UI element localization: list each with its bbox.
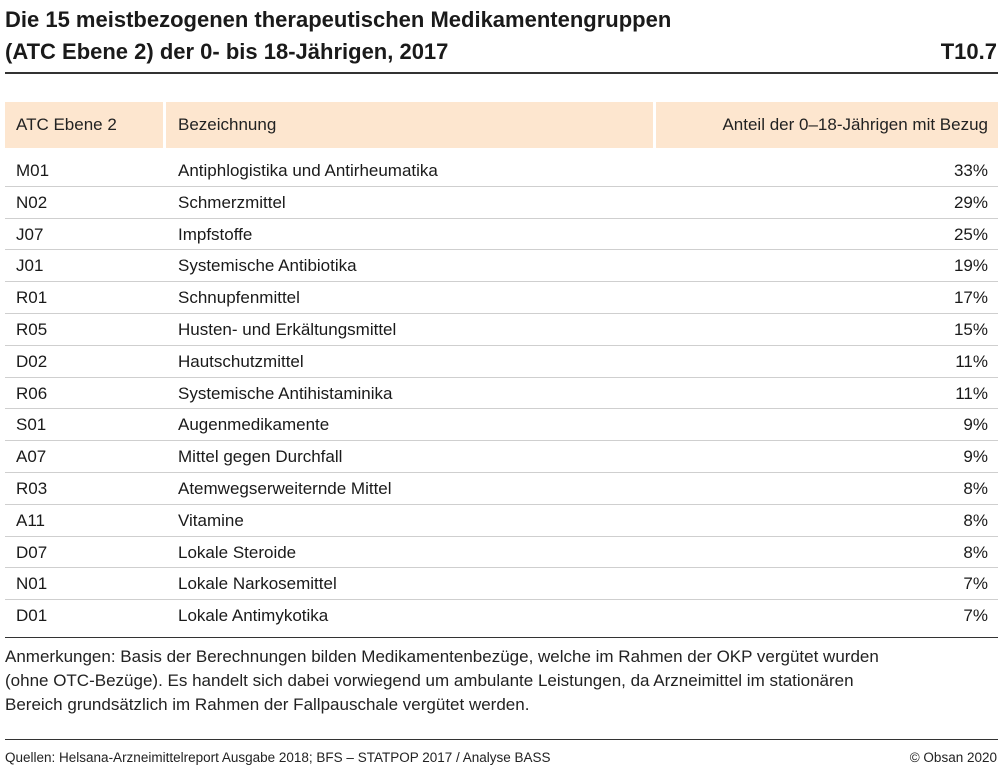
- table-row: [5, 441, 998, 473]
- cell-share: 8%: [963, 478, 988, 498]
- notes-line-1: Anmerkungen: Basis der Berechnungen bilden Medikamentenbezüge, welche im Rahmen der OKP vergütet wurden: [5, 647, 879, 666]
- cell-name: Hautschutzmittel: [178, 351, 304, 371]
- cell-code: R05: [16, 319, 48, 339]
- table-row: [5, 568, 998, 600]
- cell-code: J07: [16, 224, 44, 244]
- table-id: T10.7: [940, 39, 997, 64]
- cell-code: A11: [16, 510, 45, 530]
- cell-name: Impfstoffe: [178, 224, 253, 244]
- table-body: [5, 155, 998, 632]
- source-divider: [5, 739, 998, 740]
- notes-line-2: (ohne OTC-Bezüge). Es handelt sich dabei vorwiegend um ambulante Leistungen, da Arzneimittel im stationären: [5, 671, 854, 690]
- cell-name: Systemische Antihistaminika: [178, 383, 393, 403]
- table-row: [5, 314, 998, 346]
- table-notes: [5, 645, 995, 717]
- title-divider: [5, 72, 998, 74]
- table-row: [5, 473, 998, 505]
- cell-share: 7%: [963, 574, 988, 594]
- cell-name: Lokale Steroide: [178, 542, 297, 562]
- cell-share: 8%: [963, 542, 988, 562]
- cell-name: Atemwegserweiternde Mittel: [178, 478, 392, 498]
- cell-name: Lokale Antimykotika: [178, 606, 329, 626]
- cell-share: 11%: [955, 383, 988, 403]
- cell-name: Antiphlogistika und Antirheumatika: [178, 161, 438, 180]
- table-row: [5, 505, 998, 537]
- cell-share: 9%: [963, 415, 988, 435]
- cell-name: Lokale Narkosemittel: [178, 574, 337, 594]
- cell-code: R03: [16, 478, 48, 498]
- cell-share: 7%: [963, 606, 988, 626]
- notes-line-3: Bereich grundsätzlich im Rahmen der Fallpauschale vergütet werden.: [5, 695, 530, 714]
- cell-share: 15%: [953, 319, 988, 339]
- table-row: [5, 219, 998, 251]
- cell-name: Schmerzmittel: [178, 192, 286, 212]
- cell-code: N02: [16, 192, 48, 212]
- cell-name: Systemische Antibiotika: [178, 256, 357, 276]
- cell-code: D01: [16, 606, 48, 626]
- cell-code: N01: [16, 574, 48, 594]
- cell-name: Husten- und Erkältungsmittel: [178, 319, 397, 339]
- cell-share: 8%: [963, 510, 988, 530]
- cell-share: 11%: [955, 351, 988, 371]
- cell-name: Schnupfenmittel: [178, 288, 300, 308]
- cell-share: 25%: [953, 224, 988, 244]
- table-row: [5, 409, 998, 441]
- cell-share: 33%: [953, 161, 988, 180]
- table-row: [5, 282, 998, 314]
- table-bottom-divider: [5, 637, 998, 638]
- title-line-2: (ATC Ebene 2) der 0- bis 18-Jährigen, 2017: [5, 39, 449, 64]
- cell-share: 17%: [953, 288, 988, 308]
- table-row: [5, 250, 998, 282]
- cell-share: 19%: [953, 256, 988, 276]
- table-row: [5, 537, 998, 569]
- table-row: [5, 378, 998, 410]
- cell-name: Augenmedikamente: [178, 415, 330, 435]
- cell-code: D02: [16, 351, 48, 371]
- table-row: [5, 346, 998, 378]
- cell-code: J01: [16, 256, 44, 276]
- table-row: [5, 187, 998, 219]
- table-header: [5, 102, 998, 148]
- header-designation: Bezeichnung: [166, 102, 653, 148]
- cell-code: R06: [16, 383, 48, 403]
- title-line-1: Die 15 meistbezogenen therapeutischen Medikamentengruppen: [5, 7, 672, 32]
- cell-share: 9%: [963, 447, 988, 467]
- cell-code: R01: [16, 288, 48, 308]
- cell-code: S01: [16, 415, 47, 435]
- cell-code: A07: [16, 447, 47, 467]
- header-share: Anteil der 0–18-Jährigen mit Bezug: [656, 102, 998, 148]
- table-row: [5, 155, 998, 187]
- cell-name: Mittel gegen Durchfall: [178, 447, 343, 467]
- cell-code: D07: [16, 542, 48, 562]
- header-atc-level: ATC Ebene 2: [5, 102, 163, 148]
- table-row: [5, 600, 998, 632]
- cell-share: 29%: [953, 192, 988, 212]
- source-text: Quellen: Helsana-Arzneimittelreport Ausgabe 2018; BFS – STATPOP 2017 / Analyse BASS: [5, 750, 551, 765]
- table-title: [5, 4, 997, 68]
- cell-code: M01: [16, 161, 50, 180]
- copyright-text: © Obsan 2020: [909, 750, 997, 765]
- cell-name: Vitamine: [178, 510, 244, 530]
